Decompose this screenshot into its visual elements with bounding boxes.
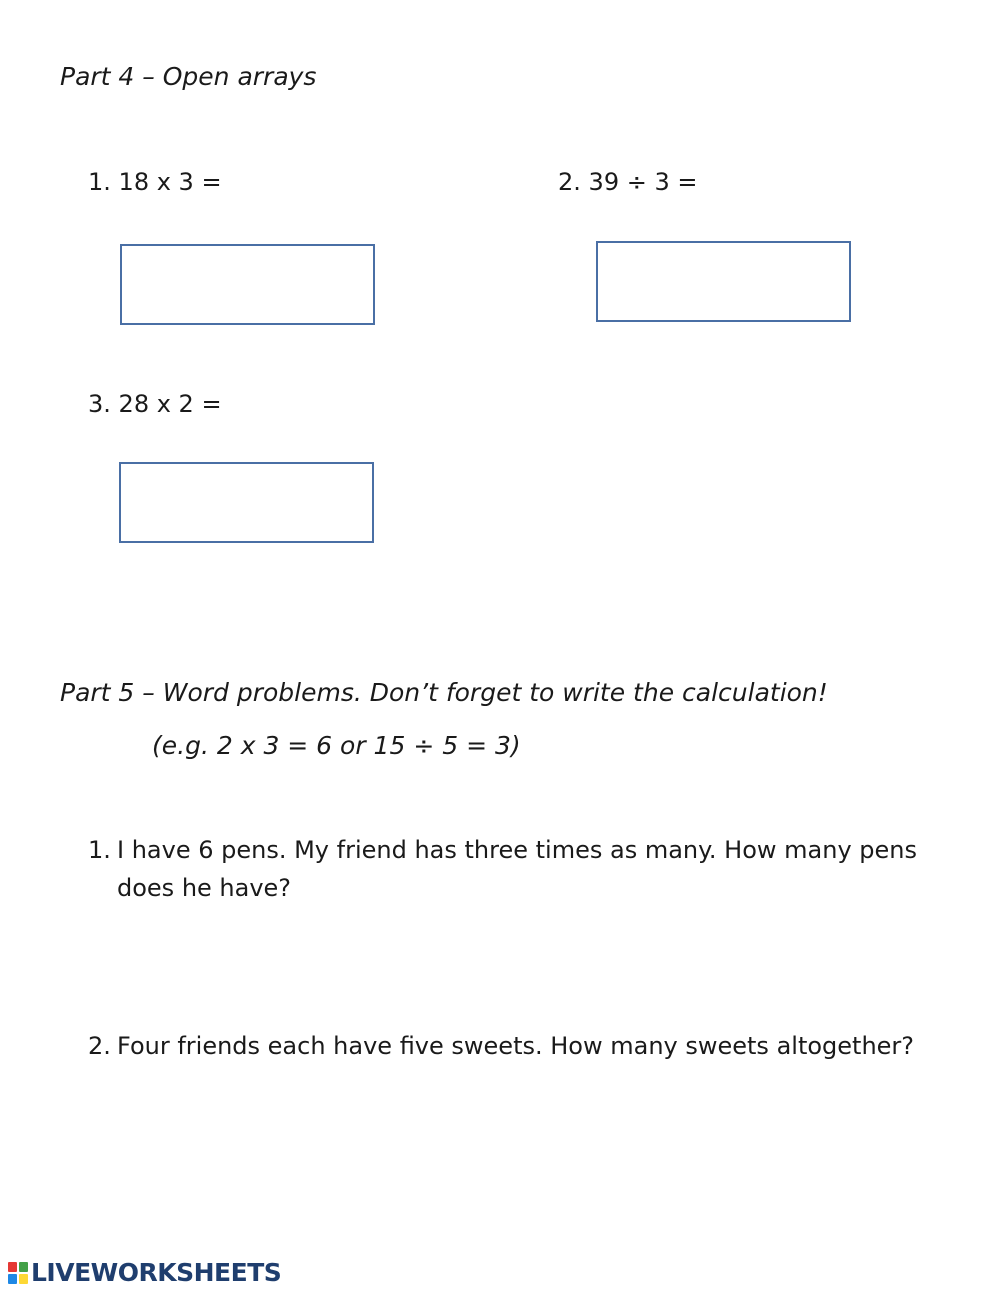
logo-square-yellow (19, 1274, 28, 1284)
answer-box-1[interactable] (120, 244, 375, 325)
part5-heading: Part 5 – Word problems. Don’t forget to write the calculation! (60, 678, 828, 707)
answer-box-3[interactable] (119, 462, 374, 543)
liveworksheets-logo-text: LIVEWORKSHEETS (31, 1258, 282, 1287)
question-1 (88, 163, 222, 201)
liveworksheets-logo (8, 1258, 281, 1288)
question-1-number: 1. (88, 168, 111, 196)
question-2-text: 39 ÷ 3 = (588, 168, 698, 196)
part5-example: (e.g. 2 x 3 = 6 or 15 ÷ 5 = 3) (152, 731, 521, 760)
logo-square-blue (8, 1274, 17, 1284)
word-problem-1-number: 1. (88, 836, 111, 864)
question-3 (88, 385, 222, 423)
liveworksheets-logo-icon (8, 1262, 28, 1284)
word-problem-2-line-1: Four friends each have five sweets. How many sweets altogether? (117, 1032, 915, 1060)
word-problem-2-number: 2. (88, 1032, 111, 1060)
answer-box-2[interactable] (596, 241, 851, 322)
word-problem-1-line-2: does he have? (117, 874, 292, 902)
question-2 (558, 163, 697, 201)
part4-heading: Part 4 – Open arrays (60, 62, 317, 91)
question-3-number: 3. (88, 390, 111, 418)
question-2-number: 2. (558, 168, 581, 196)
word-problem-2 (88, 1027, 948, 1067)
logo-square-red (8, 1262, 17, 1272)
word-problem-1-line-1: I have 6 pens. My friend has three times as many. How many pens (117, 836, 917, 864)
word-problem-1 (88, 831, 948, 911)
question-3-text: 28 x 2 = (118, 390, 222, 418)
logo-square-green (19, 1262, 28, 1272)
question-1-text: 18 x 3 = (118, 168, 222, 196)
